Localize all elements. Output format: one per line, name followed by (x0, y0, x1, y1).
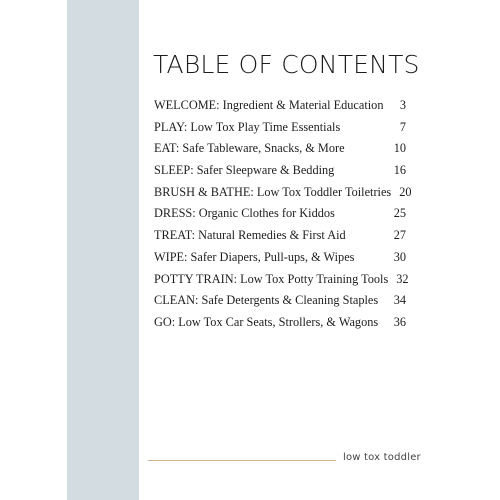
toc-entry-potty-train[interactable] (154, 271, 409, 294)
toc-entry-dress[interactable] (154, 206, 406, 228)
toc-entry-page: 16 (393, 163, 406, 178)
toc-entry-page: 20 (399, 184, 412, 199)
sidebar-band (67, 0, 139, 500)
toc-entry-brush-bathe[interactable] (154, 184, 412, 207)
toc-entry-page: 10 (393, 141, 406, 156)
toc-entry-page: 3 (399, 98, 406, 112)
toc-entry-page: 30 (393, 249, 406, 264)
toc-entry-go[interactable] (154, 315, 406, 337)
toc-entry-treat[interactable] (154, 228, 406, 250)
table-of-contents (154, 98, 412, 337)
toc-entry-label: SLEEP: Safer Sleepware & Bedding (154, 163, 335, 178)
toc-entry-label: DRESS: Organic Clothes for Kiddos (154, 206, 335, 221)
toc-entry-page: 34 (393, 293, 406, 308)
footer-divider (148, 460, 336, 461)
toc-entry-page: 32 (396, 271, 409, 286)
toc-entry-label: TREAT: Natural Remedies & First Aid (154, 228, 346, 243)
toc-entry-wipe[interactable] (154, 250, 406, 272)
toc-entry-page: 27 (393, 228, 406, 243)
toc-entry-eat[interactable] (154, 141, 406, 163)
toc-entry-label: BRUSH & BATHE: Low Tox Toddler Toiletries (154, 184, 392, 199)
toc-entry-clean[interactable] (154, 293, 406, 315)
toc-entry-play[interactable] (154, 120, 406, 142)
toc-entry-label: GO: Low Tox Car Seats, Strollers, & Wagons (154, 314, 379, 329)
toc-entry-label: WELCOME: Ingredient & Material Education (154, 98, 384, 112)
footer-brand: low tox toddler (343, 452, 421, 463)
toc-entry-page: 36 (393, 314, 406, 329)
toc-entry-label: POTTY TRAIN: Low Tox Potty Training Tools (154, 271, 389, 286)
toc-entry-label: PLAY: Low Tox Play Time Essentials (154, 119, 341, 134)
toc-entry-label: WIPE: Safer Diapers, Pull-ups, & Wipes (154, 249, 355, 264)
toc-entry-page: 25 (393, 206, 406, 221)
toc-entry-sleep[interactable] (154, 163, 406, 185)
toc-entry-welcome[interactable] (154, 98, 406, 120)
page-title: TABLE OF CONTENTS (153, 50, 420, 79)
toc-entry-page: 7 (399, 119, 406, 134)
toc-entry-label: EAT: Safe Tableware, Snacks, & More (154, 141, 345, 156)
toc-entry-label: CLEAN: Safe Detergents & Cleaning Staples (154, 293, 379, 308)
